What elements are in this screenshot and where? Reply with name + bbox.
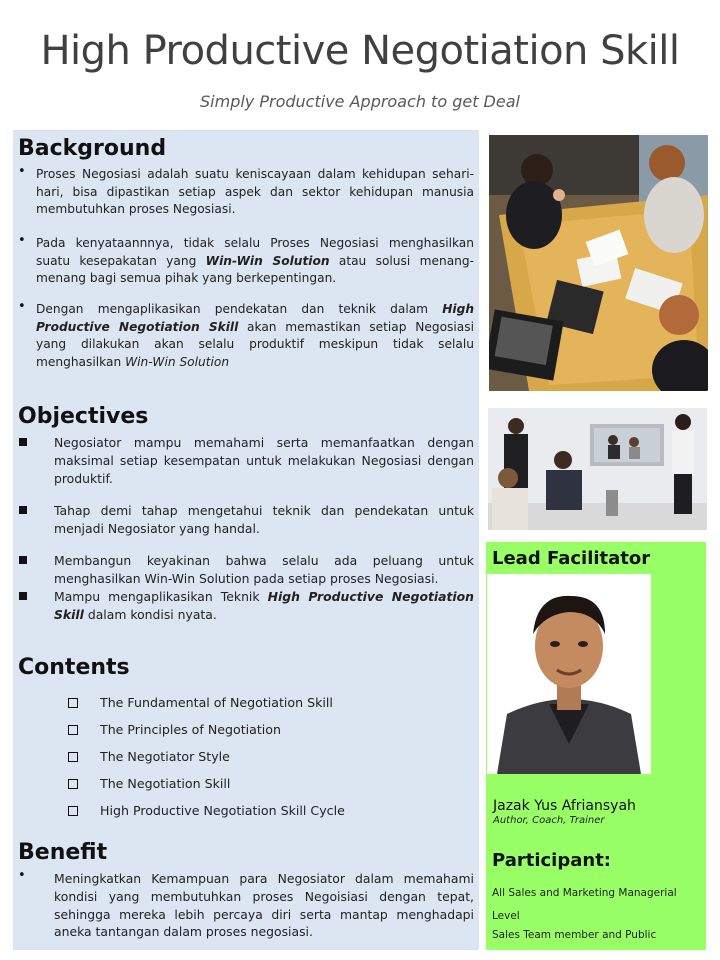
page-subtitle: Simply Productive Approach to get Deal xyxy=(200,92,520,111)
checkbox-icon xyxy=(68,779,78,789)
background-item-3: Dengan mengaplikasikan pendekatan dan teknik dalam High Productive Negotiation Skill akan memastikan setiap Negosiasi yang dilakukan akan selalu produktif meskipun tidak selalu menghasilkan Win-Win Solution xyxy=(36,302,474,369)
emphasis-text: Win-Win Solution xyxy=(205,253,330,268)
square-bullet-icon xyxy=(19,438,27,446)
objective-item-3: Membangun keyakinan bahwa selalu ada peluang untuk menghasilkan Win-Win Solution pada setiap proses Negosiasi. xyxy=(54,553,474,586)
content-item: High Productive Negotiation Skill Cycle xyxy=(68,803,345,818)
emphasis-text: High Productive Negotiation Skill xyxy=(36,302,474,334)
objective-item-2: Tahap demi tahap mengetahui teknik dan pendekatan untuk menjadi Negosiator yang handal. xyxy=(54,503,474,536)
square-bullet-icon xyxy=(19,556,27,564)
emphasis-text: Win-Win Solution xyxy=(125,354,230,369)
presentation-photo xyxy=(488,408,707,530)
emphasis-text: High Productive Negotiation Skill xyxy=(54,589,474,622)
objective-item-1: Negosiator mampu memahami serta memanfaatkan dengan maksimal setiap kesempatan untuk melakukan Negosiasi dengan produktif. xyxy=(54,435,474,486)
participant-heading: Participant: xyxy=(492,850,611,871)
objectives-heading: Objectives xyxy=(18,404,149,429)
square-bullet-icon xyxy=(19,592,27,600)
background-item-1: Proses Negosiasi adalah suatu keniscayaan dalam kehidupan sehari-hari, bisa dipastikan setiap aspek dan sektor kehidupan manusia membutuhkan proses Negosiasi. xyxy=(36,167,474,216)
bullet-dot-icon: • xyxy=(18,233,26,248)
facilitator-role: Author, Coach, Trainer xyxy=(493,815,605,826)
checkbox-icon xyxy=(68,806,78,816)
page-title: High Productive Negotiation Skill xyxy=(40,28,680,74)
checkbox-icon xyxy=(68,752,78,762)
checkbox-icon xyxy=(68,698,78,708)
bullet-dot-icon: • xyxy=(18,868,26,883)
facilitator-name: Jazak Yus Afriansyah xyxy=(493,798,636,814)
meeting-photo xyxy=(489,135,708,391)
bullet-dot-icon: • xyxy=(18,299,26,314)
bullet-dot-icon: • xyxy=(18,164,26,179)
background-item-2: Pada kenyataannnya, tidak selalu Proses Negosiasi menghasilkan suatu kesepakatan yang Win-Win Solution atau solusi menang-menang bagi semua pihak yang berkepentingan. xyxy=(36,236,475,285)
content-item: The Negotiation Skill xyxy=(68,776,230,791)
background-heading: Background xyxy=(18,136,167,161)
participant-line-1: All Sales and Marketing Managerial Level xyxy=(492,887,677,922)
benefit-text: Meningkatkan Kemampuan para Negosiator dalam memahami kondisi yang membutuhkan proses Negoisiasi dengan tepat, sehingga mereka lebih percaya diri serta mantap menghadapi aneka tantangan dalam proses negosiasi. xyxy=(54,871,474,940)
benefit-heading: Benefit xyxy=(18,840,108,865)
facilitator-portrait xyxy=(487,574,651,774)
facilitator-panel xyxy=(486,542,706,950)
square-bullet-icon xyxy=(19,506,27,514)
content-item: The Negotiator Style xyxy=(68,749,230,764)
objective-item-4: Mampu mengaplikasikan Teknik High Productive Negotiation Skill dalam kondisi nyata. xyxy=(54,589,474,622)
facilitator-heading: Lead Facilitator xyxy=(492,548,651,569)
contents-heading: Contents xyxy=(18,655,130,680)
content-item: The Fundamental of Negotiation Skill xyxy=(68,695,333,710)
checkbox-icon xyxy=(68,725,78,735)
content-item: The Principles of Negotiation xyxy=(68,722,281,737)
participant-line-2: Sales Team member and Public xyxy=(492,929,657,941)
